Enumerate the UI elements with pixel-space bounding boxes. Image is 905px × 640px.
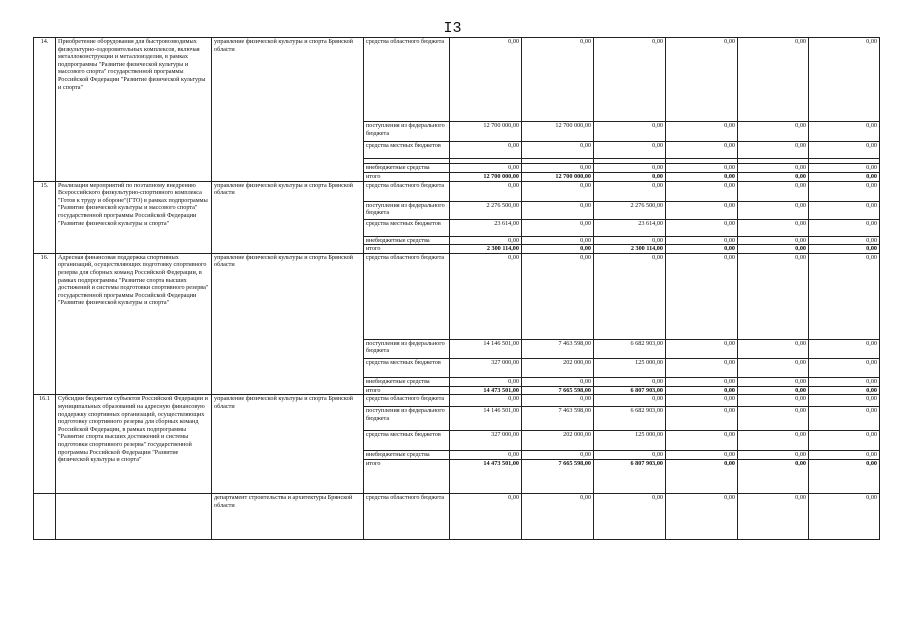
amount-cell: 0,00 xyxy=(738,245,809,254)
funding-source: внебюджетные средства xyxy=(364,164,450,173)
amount-cell: 0,00 xyxy=(738,142,809,159)
executor-name: управление физической культуры и спорта Брянской области xyxy=(212,395,364,494)
amount-cell: 23 614,00 xyxy=(450,219,522,236)
executor-name: управление физической культуры и спорта Брянской области xyxy=(212,253,364,395)
amount-cell: 0,00 xyxy=(809,431,880,451)
amount-cell: 0,00 xyxy=(450,395,522,407)
amount-cell: 6 682 903,00 xyxy=(594,407,666,431)
amount-cell: 0,00 xyxy=(738,201,809,219)
amount-cell: 0,00 xyxy=(738,173,809,182)
amount-cell: 0,00 xyxy=(594,181,666,201)
amount-cell: 0,00 xyxy=(522,38,594,122)
funding-source: итого xyxy=(364,460,450,494)
amount-cell: 7 463 598,00 xyxy=(522,339,594,358)
amount-cell: 12 700 000,00 xyxy=(522,122,594,142)
amount-cell: 0,00 xyxy=(809,407,880,431)
funding-source: внебюджетные средства xyxy=(364,451,450,460)
funding-source: поступления из федерального бюджета xyxy=(364,407,450,431)
amount-cell: 0,00 xyxy=(738,122,809,142)
amount-cell: 7 665 598,00 xyxy=(522,386,594,395)
funding-source: средства местных бюджетов xyxy=(364,358,450,377)
amount-cell: 0,00 xyxy=(594,451,666,460)
row-number: 14. xyxy=(34,38,56,182)
amount-cell: 0,00 xyxy=(666,451,738,460)
amount-cell: 0,00 xyxy=(809,142,880,159)
amount-cell: 0,00 xyxy=(809,38,880,122)
amount-cell: 0,00 xyxy=(666,386,738,395)
amount-cell: 0,00 xyxy=(809,460,880,494)
amount-cell: 0,00 xyxy=(809,164,880,173)
amount-cell: 0,00 xyxy=(738,386,809,395)
amount-cell: 0,00 xyxy=(666,339,738,358)
amount-cell: 0,00 xyxy=(738,219,809,236)
funding-source: итого xyxy=(364,245,450,254)
amount-cell: 0,00 xyxy=(666,395,738,407)
row-number: 15. xyxy=(34,181,56,253)
funding-source: внебюджетные средства xyxy=(364,236,450,245)
activity-description: Приобретение оборудования для быстровозводимых физкультурно-оздоровительных комплексов, включая металлоконструкции и металлоизделия, в рамках подпрограммы "Развитие физической культуры и массового спорта" государственной программы Российской Федерации "Развитие физической культуры и спорта" xyxy=(56,38,212,182)
amount-cell: 12 700 000,00 xyxy=(450,173,522,182)
amount-cell: 12 700 000,00 xyxy=(522,173,594,182)
amount-cell: 0,00 xyxy=(522,181,594,201)
table-row xyxy=(34,38,880,122)
amount-cell: 0,00 xyxy=(450,181,522,201)
amount-cell: 0,00 xyxy=(450,236,522,245)
amount-cell: 14 473 501,00 xyxy=(450,460,522,494)
amount-cell: 14 146 501,00 xyxy=(450,339,522,358)
amount-cell: 0,00 xyxy=(594,142,666,159)
amount-cell: 0,00 xyxy=(809,494,880,540)
amount-cell: 0,00 xyxy=(666,173,738,182)
amount-cell: 0,00 xyxy=(522,377,594,386)
amount-cell: 6 807 903,00 xyxy=(594,386,666,395)
amount-cell: 0,00 xyxy=(522,494,594,540)
amount-cell: 0,00 xyxy=(522,164,594,173)
amount-cell: 0,00 xyxy=(809,339,880,358)
activity-description xyxy=(56,494,212,540)
funding-source: внебюджетные средства xyxy=(364,377,450,386)
amount-cell: 0,00 xyxy=(450,253,522,339)
amount-cell: 0,00 xyxy=(809,122,880,142)
amount-cell: 0,00 xyxy=(594,236,666,245)
amount-cell: 0,00 xyxy=(522,142,594,159)
amount-cell: 0,00 xyxy=(594,494,666,540)
amount-cell: 0,00 xyxy=(666,219,738,236)
funding-source: средства областного бюджета xyxy=(364,494,450,540)
amount-cell: 0,00 xyxy=(450,494,522,540)
amount-cell: 0,00 xyxy=(809,395,880,407)
funding-source: средства местных бюджетов xyxy=(364,142,450,159)
amount-cell: 0,00 xyxy=(450,377,522,386)
amount-cell: 0,00 xyxy=(666,236,738,245)
amount-cell: 0,00 xyxy=(450,38,522,122)
amount-cell: 0,00 xyxy=(594,253,666,339)
amount-cell: 0,00 xyxy=(594,122,666,142)
amount-cell: 2 300 114,00 xyxy=(594,245,666,254)
amount-cell: 0,00 xyxy=(522,253,594,339)
executor-name: департамент строительства и архитектуры Брянской области xyxy=(212,494,364,540)
amount-cell: 0,00 xyxy=(666,201,738,219)
amount-cell: 0,00 xyxy=(809,173,880,182)
row-number xyxy=(34,494,56,540)
amount-cell: 14 146 501,00 xyxy=(450,407,522,431)
amount-cell: 0,00 xyxy=(738,460,809,494)
amount-cell: 0,00 xyxy=(809,451,880,460)
amount-cell: 0,00 xyxy=(522,236,594,245)
activity-description: Реализация мероприятий по поэтапному внедрению Всероссийского физкультурно-спортивного комплекса "Готов к труду и обороне"(ГТО) в рамках подпрограммы "Развитие физической культуры и массового спорта" государственной программы Российской Федерации "Развитие физической культуры и спорта" xyxy=(56,181,212,253)
amount-cell: 0,00 xyxy=(522,219,594,236)
amount-cell: 0,00 xyxy=(522,201,594,219)
activity-description: Субсидии бюджетам субъектов Российской Федерации и муниципальных образований на адресную финансовую поддержку спортивных организаций, осуществляющих подготовку спортивного резерва для сборных команд Российской Федерации, в рамках подпрограммы "Развитие спорта высших достижений и системы подготовки спортивного резерва" государственной программы Российской Федерации "Развитие физической культуры и спорта" xyxy=(56,395,212,494)
amount-cell: 327 000,00 xyxy=(450,358,522,377)
amount-cell: 0,00 xyxy=(738,236,809,245)
amount-cell: 0,00 xyxy=(594,377,666,386)
amount-cell: 0,00 xyxy=(809,358,880,377)
amount-cell: 125 000,00 xyxy=(594,431,666,451)
budget-table xyxy=(33,37,880,540)
amount-cell: 0,00 xyxy=(809,245,880,254)
amount-cell: 0,00 xyxy=(809,253,880,339)
row-number: 16. xyxy=(34,253,56,395)
funding-source: итого xyxy=(364,386,450,395)
amount-cell: 6 682 903,00 xyxy=(594,339,666,358)
amount-cell: 0,00 xyxy=(666,358,738,377)
funding-source: средства местных бюджетов xyxy=(364,219,450,236)
funding-source: итого xyxy=(364,173,450,182)
table-row xyxy=(34,181,880,201)
amount-cell: 0,00 xyxy=(666,245,738,254)
amount-cell: 327 000,00 xyxy=(450,431,522,451)
amount-cell: 0,00 xyxy=(450,142,522,159)
amount-cell: 7 665 598,00 xyxy=(522,460,594,494)
amount-cell: 23 614,00 xyxy=(594,219,666,236)
amount-cell: 6 807 903,00 xyxy=(594,460,666,494)
amount-cell: 0,00 xyxy=(522,451,594,460)
amount-cell: 0,00 xyxy=(809,236,880,245)
amount-cell: 0,00 xyxy=(666,253,738,339)
executor-name: управление физической культуры и спорта Брянской области xyxy=(212,38,364,182)
amount-cell: 0,00 xyxy=(738,451,809,460)
amount-cell: 0,00 xyxy=(738,181,809,201)
amount-cell: 0,00 xyxy=(522,395,594,407)
executor-name: управление физической культуры и спорта Брянской области xyxy=(212,181,364,253)
amount-cell: 0,00 xyxy=(738,494,809,540)
amount-cell: 0,00 xyxy=(809,219,880,236)
amount-cell: 0,00 xyxy=(666,407,738,431)
amount-cell: 0,00 xyxy=(738,377,809,386)
amount-cell: 0,00 xyxy=(738,431,809,451)
amount-cell: 0,00 xyxy=(738,407,809,431)
funding-source: средства местных бюджетов xyxy=(364,431,450,451)
funding-source: поступления из федерального бюджета xyxy=(364,201,450,219)
amount-cell: 202 000,00 xyxy=(522,431,594,451)
amount-cell: 0,00 xyxy=(666,460,738,494)
amount-cell: 14 473 501,00 xyxy=(450,386,522,395)
amount-cell: 12 700 000,00 xyxy=(450,122,522,142)
row-number: 16.1 xyxy=(34,395,56,494)
amount-cell: 0,00 xyxy=(809,181,880,201)
table-row xyxy=(34,253,880,339)
amount-cell: 2 276 500,00 xyxy=(594,201,666,219)
amount-cell: 0,00 xyxy=(666,38,738,122)
amount-cell: 0,00 xyxy=(738,395,809,407)
amount-cell: 0,00 xyxy=(738,164,809,173)
amount-cell: 0,00 xyxy=(522,245,594,254)
amount-cell: 0,00 xyxy=(809,377,880,386)
activity-description: Адресная финансовая поддержка спортивных организаций, осуществляющих подготовку спортивного резерва для сборных команд Российской Федерации, в рамках подпрограммы "Развитие спорта высших достижений и системы подготовки спортивного резерва" государственной программы Российской Федерации "Развитие физической культуры и спорта" xyxy=(56,253,212,395)
funding-source: средства областного бюджета xyxy=(364,395,450,407)
funding-source: поступления из федерального бюджета xyxy=(364,122,450,142)
amount-cell: 0,00 xyxy=(666,142,738,159)
amount-cell: 125 000,00 xyxy=(594,358,666,377)
funding-source: средства областного бюджета xyxy=(364,181,450,201)
funding-source: средства областного бюджета xyxy=(364,253,450,339)
amount-cell: 2 276 500,00 xyxy=(450,201,522,219)
page-number: I3 xyxy=(443,20,462,37)
amount-cell: 0,00 xyxy=(594,395,666,407)
amount-cell: 0,00 xyxy=(666,164,738,173)
amount-cell: 0,00 xyxy=(809,201,880,219)
amount-cell: 0,00 xyxy=(738,38,809,122)
amount-cell: 2 300 114,00 xyxy=(450,245,522,254)
amount-cell: 0,00 xyxy=(594,173,666,182)
amount-cell: 0,00 xyxy=(450,164,522,173)
amount-cell: 0,00 xyxy=(666,377,738,386)
table-row xyxy=(34,494,880,540)
amount-cell: 0,00 xyxy=(809,386,880,395)
amount-cell: 7 463 598,00 xyxy=(522,407,594,431)
amount-cell: 0,00 xyxy=(594,164,666,173)
amount-cell: 0,00 xyxy=(738,339,809,358)
funding-source: поступления из федерального бюджета xyxy=(364,339,450,358)
amount-cell: 202 000,00 xyxy=(522,358,594,377)
amount-cell: 0,00 xyxy=(738,358,809,377)
amount-cell: 0,00 xyxy=(594,38,666,122)
funding-source: средства областного бюджета xyxy=(364,38,450,122)
amount-cell: 0,00 xyxy=(450,451,522,460)
table-row xyxy=(34,395,880,407)
amount-cell: 0,00 xyxy=(666,494,738,540)
amount-cell: 0,00 xyxy=(738,253,809,339)
amount-cell: 0,00 xyxy=(666,181,738,201)
amount-cell: 0,00 xyxy=(666,431,738,451)
amount-cell: 0,00 xyxy=(666,122,738,142)
